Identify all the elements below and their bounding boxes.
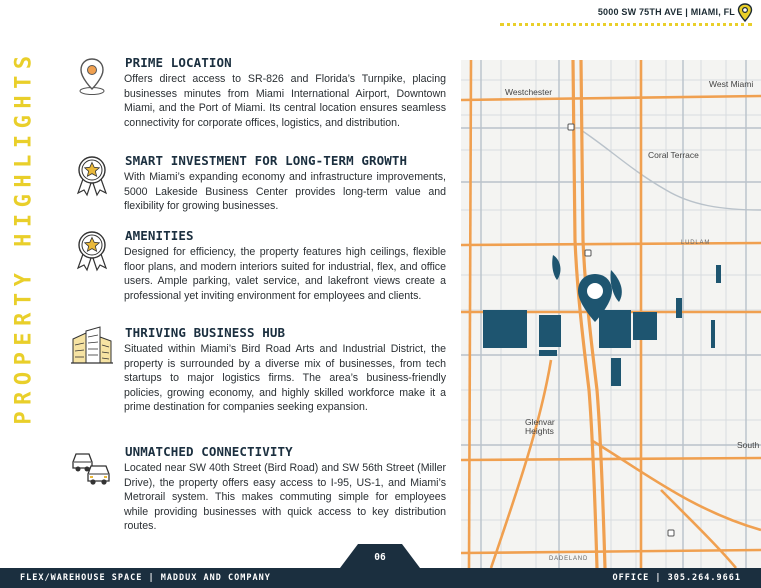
highlight-body: Situated within Miami’s Bird Road Arts and Industrial District, the property is surrounded by a diverse mix of businesses, from tech startups to major logistics firms. The area’s business-friendly policies, growing economy, and highly skilled workforce make it a prime destination for companies seeking expansion. — [124, 343, 446, 413]
map-label-glenvar-heights: Glenvar Heights — [525, 417, 555, 436]
footer-bar — [0, 568, 761, 588]
highlight-prime-location — [70, 55, 450, 145]
highlight-business-hub — [70, 325, 450, 440]
highlight-body: Offers direct access to SR-826 and Florida’s Turnpike, placing businesses minutes from Miami International Airport, Downtown Miami, and the Port of Miami. Its central location ensures seamless connectivity for corporate offices, logistics, and distribution. — [124, 73, 446, 129]
highlight-title: SMART INVESTMENT FOR LONG-TERM GROWTH — [125, 153, 408, 168]
buildings-icon — [70, 325, 114, 369]
map-road-label-dadeland: DADELAND — [549, 556, 589, 562]
map-label-south: South — [737, 440, 760, 450]
highlight-connectivity — [70, 444, 450, 544]
property-address: 5000 SW 75TH AVE | MIAMI, FL — [597, 7, 735, 17]
vertical-title-text: PROPERTY HIGHLIGHTS — [11, 49, 37, 425]
map-road-label-ludlam: LUDLAM — [681, 240, 711, 246]
highlight-title: UNMATCHED CONNECTIVITY — [125, 444, 293, 459]
award-badge-icon — [70, 153, 114, 197]
map-label-west-miami: West Miami — [709, 79, 754, 89]
footer-phone[interactable]: OFFICE | 305.264.9661 — [612, 573, 741, 583]
map-label-coral-terrace: Coral Terrace — [648, 150, 699, 160]
location-map[interactable] — [461, 60, 761, 568]
location-pin-icon — [737, 3, 753, 22]
highlight-amenities — [70, 228, 450, 323]
highlight-title: AMENITIES — [125, 228, 194, 243]
highlight-smart-investment — [70, 153, 450, 223]
cars-icon — [70, 444, 114, 488]
highlight-title: PRIME LOCATION — [125, 55, 232, 70]
page-number: 06 — [374, 552, 386, 563]
header-divider — [500, 23, 752, 26]
highlight-title: THRIVING BUSINESS HUB — [125, 325, 286, 340]
highlight-body: Located near SW 40th Street (Bird Road) and SW 56th Street (Miller Drive), the property offers easy access to I-95, US-1, and Miami’s Metrorail system. This makes commuting simple for employees while providing businesses with quick access to key distribution routes. — [124, 462, 446, 532]
vertical-title — [6, 49, 42, 425]
award-badge-icon — [70, 228, 114, 272]
footer-company: FLEX/WAREHOUSE SPACE | MADDUX AND COMPANY — [20, 573, 271, 583]
location-pin-icon — [70, 55, 114, 99]
highlight-body: With Miami’s expanding economy and infrastructure improvements, 5000 Lakeside Business Center provides long-term value and flexibility for growing businesses. — [124, 171, 446, 212]
map-label-westchester: Westchester — [505, 87, 553, 97]
map-canvas — [461, 60, 761, 568]
highlight-body: Designed for efficiency, the property features high ceilings, flexible floor plans, and modern interiors suited for industrial, flex, and office users. Ample parking, valet service, and lakefront views create a professional yet inviting environment for employees and clients. — [124, 246, 446, 302]
